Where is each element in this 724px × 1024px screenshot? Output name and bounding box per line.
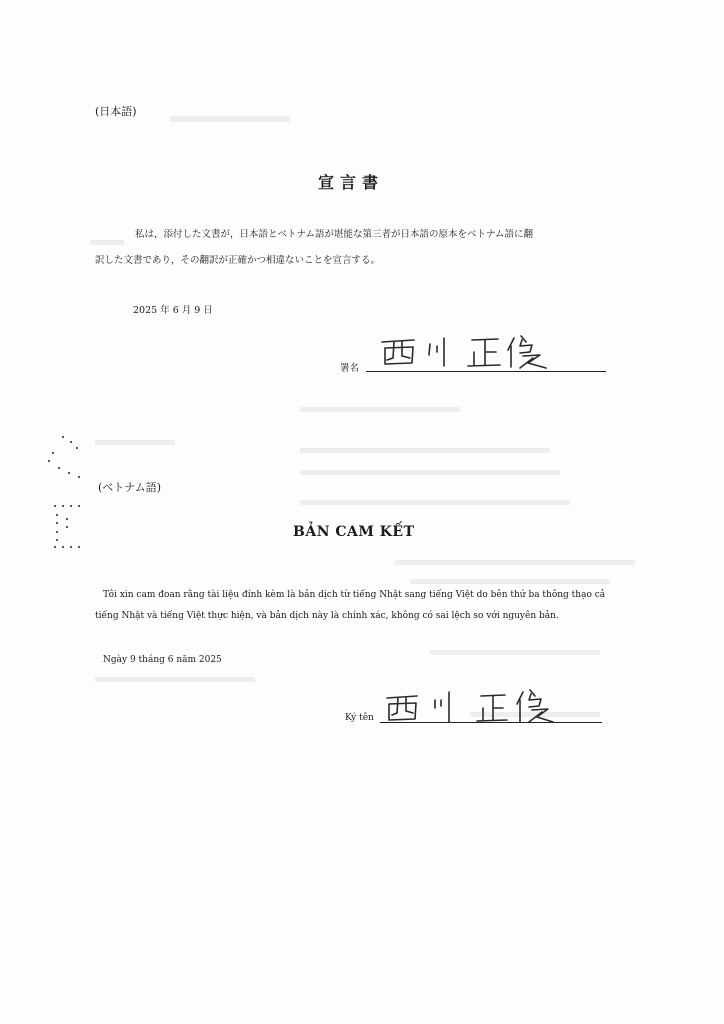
japanese-paragraph-line-1: 私は，添付した文書が，日本語とベトナム語が堪能な第三者が日本語の原本をベトナム語に翻 (135, 229, 534, 240)
show-through-mark (300, 470, 560, 475)
vietnamese-paragraph (95, 585, 655, 627)
show-through-mark (95, 677, 255, 682)
vietnamese-handwritten-signature (385, 684, 555, 724)
show-through-mark (300, 500, 570, 505)
vietnamese-signature-label: Ký tên (345, 713, 374, 723)
vietnamese-language-label: (ベトナム語) (98, 481, 162, 494)
vietnamese-title: BẢN CAM KẾT (293, 524, 415, 540)
vietnamese-date: Ngày 9 tháng 6 năm 2025 (103, 655, 222, 665)
japanese-date: 2025 年 6 月 9 日 (133, 305, 213, 316)
japanese-paragraph (95, 222, 655, 274)
show-through-mark (95, 440, 175, 445)
japanese-signature-line (366, 371, 606, 372)
show-through-mark (300, 448, 550, 453)
japanese-title: 宣言書 (318, 173, 385, 192)
show-through-mark (395, 560, 635, 565)
japanese-paragraph-line-2: 訳した文書であり，その翻訳が正確かつ相違ないことを宣言する。 (95, 255, 381, 266)
japanese-signature-label: 署名 (340, 363, 360, 374)
show-through-mark (430, 650, 600, 655)
vietnamese-paragraph-line-1: Tôi xin cam đoan rằng tài liệu đính kèm là bản dịch từ tiếng Nhật sang tiếng Việt do bên thứ ba thông thạo cả (103, 590, 606, 600)
vietnamese-paragraph-line-2: tiếng Nhật và tiếng Việt thực hiện, và bản dịch này là chính xác, không có sai lệch so với nguyên bản. (95, 611, 559, 621)
japanese-language-label: (日本語) (95, 105, 137, 118)
japanese-handwritten-signature (380, 330, 550, 370)
show-through-mark (410, 579, 610, 584)
show-through-mark (170, 116, 290, 122)
show-through-mark (300, 407, 460, 412)
